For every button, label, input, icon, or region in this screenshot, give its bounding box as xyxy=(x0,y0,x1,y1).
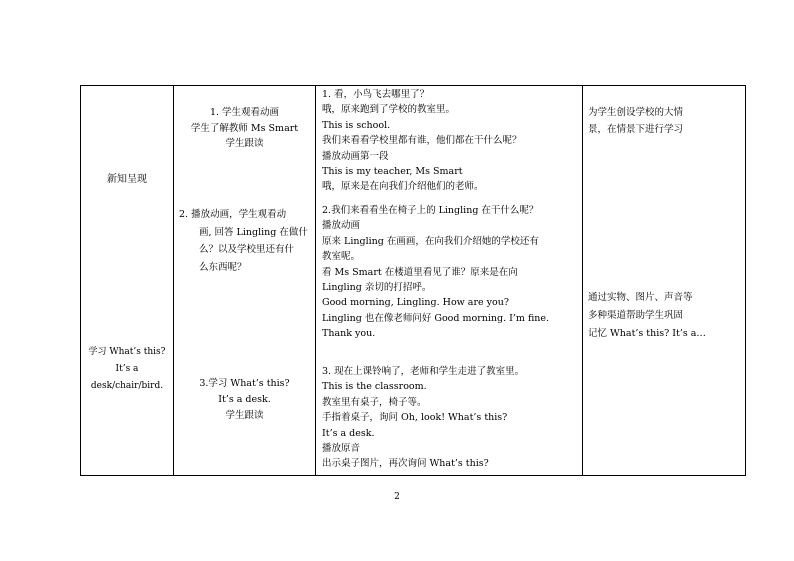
activity-line: This is my teacher, Ms Smart xyxy=(322,166,463,178)
intent-line: 景，在情景下进行学习 xyxy=(588,124,684,135)
student-activity-3 xyxy=(174,376,315,424)
activity-line: 3.学习 What’s this? xyxy=(199,378,290,389)
stage-learning-target xyxy=(81,344,173,395)
design-intent-column xyxy=(583,86,746,476)
student-activity-column xyxy=(174,86,316,476)
activity-line: 播放原音 xyxy=(322,443,361,455)
activity-line: 么？以及学校里还有什 xyxy=(199,244,295,255)
stage-line: desk/chair/bird. xyxy=(90,381,164,391)
activity-line: 播放动画 xyxy=(322,220,361,232)
activity-line: Lingling 亲切的打招呼。 xyxy=(322,282,432,294)
activity-line: Thank you. xyxy=(322,328,376,340)
stage-line: 学习 What’s this? xyxy=(88,347,166,357)
stage-new-knowledge: 新知呈现 xyxy=(107,174,147,185)
intent-line: 为学生创设学校的大情 xyxy=(588,107,684,118)
activity-line: This is the classroom. xyxy=(322,381,427,393)
activity-line: 看 Ms Smart 在楼道里看见了谁？原来是在向 xyxy=(322,266,518,278)
activity-line: 教室里有桌子，椅子等。 xyxy=(322,396,427,408)
teacher-activity-column xyxy=(316,86,583,476)
activity-line: 学生了解教师 Ms Smart xyxy=(190,122,299,134)
activity-line: 播放动画第一段 xyxy=(322,150,389,162)
stage-column xyxy=(81,86,174,476)
student-activity-1 xyxy=(174,105,315,152)
lesson-plan-table xyxy=(80,85,746,476)
activity-line: 教室呢。 xyxy=(322,251,361,263)
activity-line: 手指着桌子，询问 Oh, look! What’s this? xyxy=(322,412,508,424)
activity-line: 我们来看看学校里都有谁，他们都在干什么呢？ xyxy=(322,135,522,147)
activity-line: 么东西呢？ xyxy=(199,261,247,273)
activity-line: 哦，原来跑到了学校的教室里。 xyxy=(322,104,456,116)
activity-line: 哦，原来是在向我们介绍他们的老师。 xyxy=(322,181,484,193)
activity-line: 原来 Lingling 在画画，在向我们介绍她的学校还有 xyxy=(322,235,539,247)
stage-line: It’s a xyxy=(115,364,139,374)
design-intent-2 xyxy=(588,289,706,343)
activity-line: 2. 播放动画，学生观看动 xyxy=(179,209,287,220)
intent-line: 通过实物、图片、声音等 xyxy=(588,292,693,303)
activity-line: 画, 回答 Lingling 在做什 xyxy=(199,226,308,238)
page-number: 2 xyxy=(394,492,400,502)
activity-line: 1. 学生观看动画 xyxy=(209,107,280,118)
activity-line: 出示桌子图片，再次询问 What’s this? xyxy=(322,458,489,470)
design-intent-1 xyxy=(588,104,683,138)
activity-line: 学生跟读 xyxy=(225,138,264,149)
activity-line: 2.我们来看看坐在椅子上的 Lingling 在干什么呢？ xyxy=(322,205,539,216)
activity-line: Lingling 也在像老师问好 Good morning. I’m fine. xyxy=(322,312,550,324)
teacher-activity-1 xyxy=(322,87,522,195)
activity-line: It’s a desk. xyxy=(322,427,375,439)
activity-line: Good morning, Lingling. How are you? xyxy=(322,297,509,309)
student-activity-2 xyxy=(179,206,308,276)
activity-line: 3. 现在上课铃响了，老师和学生走进了教室里。 xyxy=(322,366,525,377)
activity-line: 学生跟读 xyxy=(225,410,264,421)
activity-line: This is school. xyxy=(322,119,391,131)
intent-line: 记忆 What’s this? It’s a… xyxy=(588,328,706,339)
teacher-activity-3 xyxy=(322,364,524,472)
activity-line: 1. 看，小鸟飞去哪里了？ xyxy=(322,89,430,100)
intent-line: 多种渠道帮助学生巩固 xyxy=(588,310,684,321)
teacher-activity-2 xyxy=(322,203,549,342)
activity-line: It’s a desk. xyxy=(218,394,271,405)
